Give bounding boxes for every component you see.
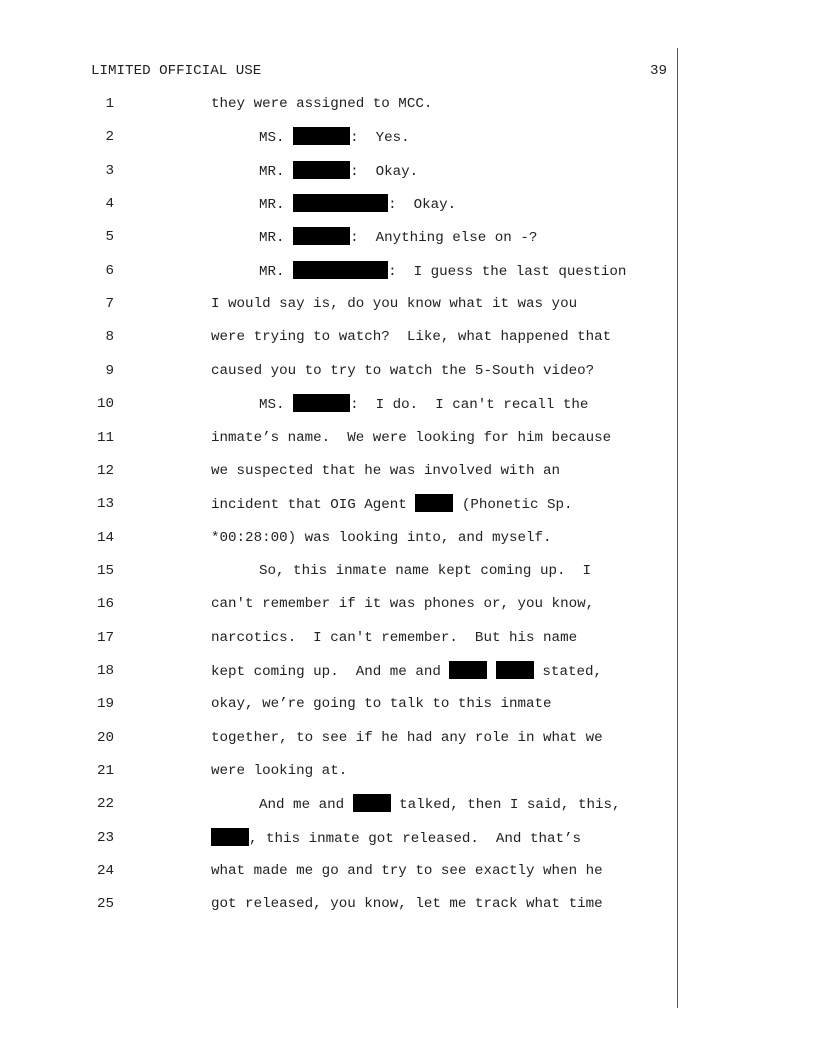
redaction-block [293,227,350,245]
line-text [259,227,537,248]
line-number: 6 [105,262,114,279]
redaction-block [449,661,487,679]
transcript-line [0,327,816,347]
text-segment: caused you to try to watch the 5-South video? [211,362,595,379]
line-number: 12 [96,462,114,479]
line-number: 19 [96,696,114,713]
text-segment: okay, we’re going to talk to this inmate [211,696,552,713]
line-number: 16 [96,596,114,613]
line-text [211,94,432,114]
line-number: 3 [105,162,114,179]
text-segment [487,664,496,680]
line-number: 22 [96,796,114,813]
redaction-block [293,261,388,279]
transcript-line [0,528,816,548]
transcript-line [0,428,816,448]
transcript-line [0,728,816,748]
line-text [211,327,611,347]
line-number: 11 [96,429,114,446]
redaction-block [353,794,391,812]
line-text [211,694,552,714]
transcript-line [0,694,816,714]
line-text [211,861,603,881]
text-segment: : I do. I can't recall the [350,397,589,414]
line-text [211,461,560,481]
line-text [211,661,602,682]
transcript-line [0,761,816,781]
text-segment: they were assigned to MCC. [211,96,433,112]
transcript-line [0,661,816,681]
line-text [211,594,594,614]
line-text [211,628,577,648]
text-segment: together, to see if he had any role in what we [211,729,603,746]
transcript-line [0,861,816,881]
transcript-line [0,94,816,114]
transcript-line [0,261,816,281]
transcript-line [0,227,816,247]
text-segment: narcotics. I can't remember. But his name [211,629,578,646]
transcript-line [0,394,816,414]
transcript-line [0,194,816,214]
text-segment: : Anything else on -? [350,230,538,247]
line-text [211,361,594,381]
redaction-block [293,194,388,212]
text-segment: MS. [259,397,294,414]
line-text [211,761,347,781]
line-number: 25 [96,896,114,913]
line-number: 17 [96,629,114,646]
line-text [259,261,626,282]
text-segment: I would say is, do you know what it was you [211,296,578,313]
line-number: 20 [96,729,114,746]
text-segment: MR. [259,197,294,214]
redaction-block [293,394,350,412]
line-number: 18 [96,662,114,679]
text-segment: So, this inmate name kept coming up. I [259,562,592,579]
text-segment: can't remember if it was phones or, you know, [211,596,595,613]
line-number: 13 [96,496,114,513]
line-number: 23 [96,829,114,846]
line-number: 9 [105,362,114,379]
transcript-line [0,361,816,381]
transcript-line [0,494,816,514]
transcript-line [0,894,816,914]
text-segment: *00:28:00) was looking into, and myself. [211,529,552,546]
redaction-block [211,828,249,846]
text-segment: : Okay. [350,163,419,180]
line-text [211,494,573,515]
redaction-block [496,661,534,679]
line-number: 2 [105,129,114,146]
transcript-line [0,561,816,581]
line-text [211,828,581,849]
classification-header: LIMITED OFFICIAL USE [91,63,262,79]
text-segment: we suspected that he was involved with an [211,462,561,479]
text-segment: got released, you know, let me track what time [211,896,603,913]
transcript-line [0,794,816,814]
line-text [259,561,591,581]
text-segment: MR. [259,163,294,180]
line-text [259,794,621,815]
text-segment: talked, then I said, this, [390,797,621,814]
text-segment: what made me go and try to see exactly when he [211,863,603,880]
line-text [259,161,418,182]
transcript-line [0,294,816,314]
line-number: 14 [96,529,114,546]
line-number: 5 [105,229,114,246]
transcript-line [0,594,816,614]
text-segment: And me and [259,797,353,814]
line-text [211,428,611,448]
line-number: 10 [96,396,114,413]
text-segment: : Yes. [350,130,410,147]
line-text [211,294,577,314]
line-number: 1 [105,96,114,112]
line-text [259,194,456,215]
text-segment: : I guess the last question [388,263,627,280]
text-segment: : Okay. [388,197,457,214]
transcript-line [0,461,816,481]
text-segment: (Phonetic Sp. [453,497,573,514]
redaction-block [293,161,350,179]
text-segment: were looking at. [211,763,348,779]
text-segment: stated, [533,663,603,680]
line-text [259,127,410,148]
transcript-line [0,161,816,181]
transcript-line [0,628,816,648]
text-segment: , this inmate got released. And that’s [249,830,582,847]
text-segment: incident that OIG Agent [211,497,416,514]
line-text [211,894,603,914]
text-segment: kept coming up. And me and [211,663,450,680]
line-number: 15 [96,562,114,579]
text-segment: MS. [259,130,294,147]
line-text [211,728,603,748]
line-text [211,528,552,548]
transcript-line [0,828,816,848]
text-segment: were trying to watch? Like, what happened that [211,329,612,346]
redaction-block [293,127,350,145]
line-text [259,394,588,415]
text-segment: inmate’s name. We were looking for him because [211,429,612,446]
line-number: 4 [105,196,114,213]
line-number: 7 [105,296,114,313]
line-number: 24 [96,863,114,880]
page-number: 39 [649,63,667,79]
text-segment: MR. [259,263,294,280]
line-number: 8 [105,329,114,346]
line-number: 21 [96,763,114,779]
text-segment: MR. [259,230,294,247]
redaction-block [415,494,453,512]
transcript-line [0,127,816,147]
